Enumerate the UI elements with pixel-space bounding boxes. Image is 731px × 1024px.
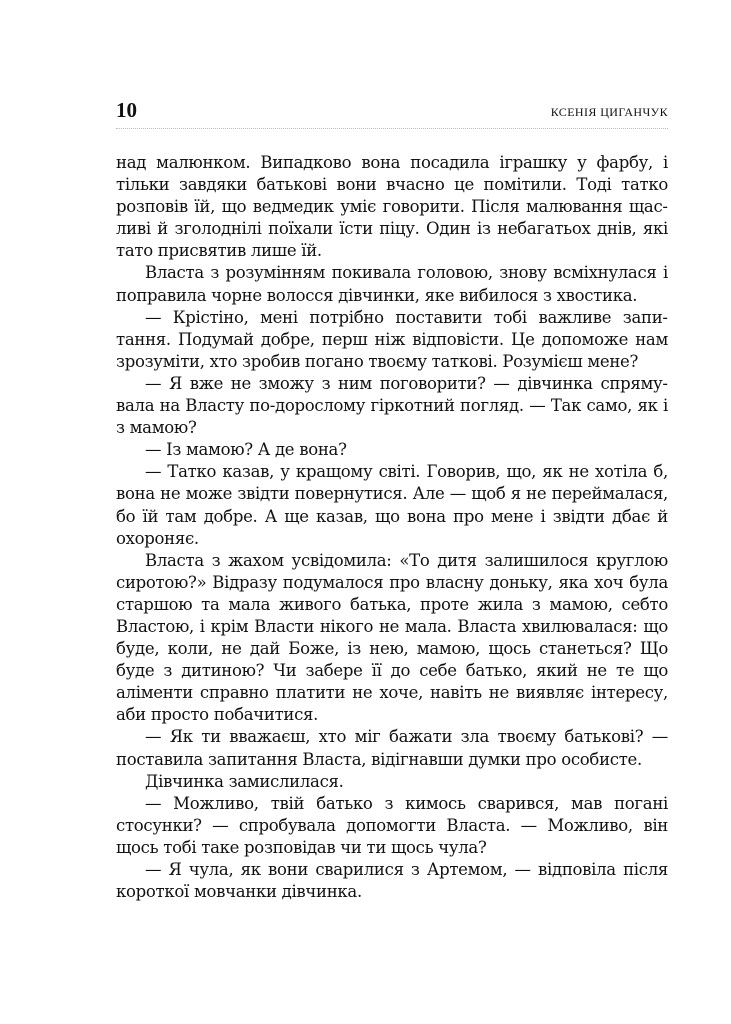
paragraph: — Крістіно, мені потрібно поставити тобі важливе запитання. Подумай добре, перш ніж відповісти. Це допоможе нам зрозуміти, хто зробив погано твоєму таткові. Розумієш мене? xyxy=(116,307,668,371)
paragraph: — Як ти вважаєш, хто міг бажати зла твоєму батькові? — поставила запитання Власта, відігнавши думки про особисте. xyxy=(116,727,668,769)
page-header xyxy=(116,98,668,128)
page-number: 10 xyxy=(116,98,137,122)
paragraph: Дівчинка замислилася. xyxy=(145,771,344,791)
paragraph: — Татко казав, у кращому світі. Говорив, що, як не хотіла б, вона не може звідти повернутися. Але — щоб я не переймалася, бо їй там добре. А ще казав, що вона про мене і звідти дбає й охороняє. xyxy=(116,462,668,548)
paragraph: Власта з розумінням покивала головою, знову всміхнулася і поправила чорне волосся дівчинки, яке вибилося з хвостика. xyxy=(116,263,668,305)
paragraph: Власта з жахом усвідомила: «То дитя залишилося круглою сиротою?» Відразу подумалося про власну доньку, яка хоч була старшою та мала живого батька, проте жила з мамою, себто Властою, і крім Власти нікого не мала. Власта хвилювалася: що буде, коли, не дай Боже, із нею, мамою, щось станеться? Що буде з дитиною? Чи забере її до себе батько, який не те що аліменти справно платити не хоче, навіть не виявляє інтересу, аби просто побачитися. xyxy=(116,550,668,725)
paragraph: — Я вже не зможу з ним поговорити? — дівчинка спрямувала на Власту по-дорослому гіркотний погляд. — Так само, як і з мамою? xyxy=(116,373,668,438)
paragraph: — Можливо, твій батько з кимось сварився, мав погані стосунки? — спробувала допомогти Власта. — Можливо, він щось тобі таке розповідав чи ти щось чула? xyxy=(116,793,668,857)
running-head-author: КСЕНІЯ ЦИГАНЧУК xyxy=(550,105,668,119)
paragraph: над малюнком. Випадково вона посадила іграшку у фарбу, і тільки завдяки батькові вони вчасно це помітили. Тоді татко розповів їй, що ведмедик уміє говорити. Після малювання щасливі й зголоднілі поїхали їсти піцу. Один із небагатьох днів, які тато присвятив лише їй. xyxy=(116,153,668,261)
header-divider xyxy=(116,128,668,129)
paragraph: — Я чула, як вони сварилися з Артемом, — відповіла після короткої мовчанки дівчинка. xyxy=(116,860,668,902)
body-text xyxy=(116,152,668,903)
paragraph: — Із мамою? А де вона? xyxy=(145,440,347,460)
